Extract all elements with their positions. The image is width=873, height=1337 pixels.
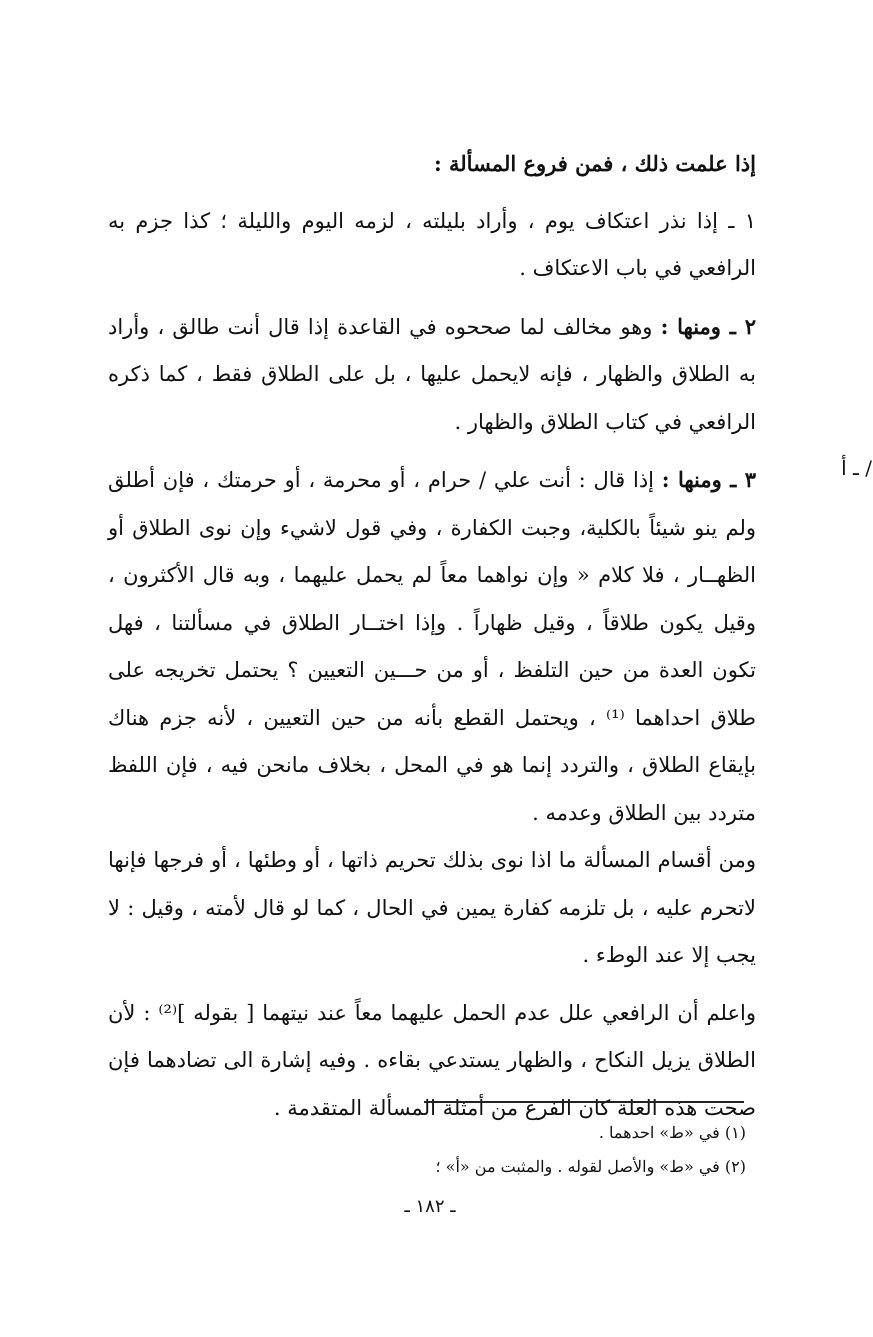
footnotes bbox=[300, 1116, 746, 1184]
branch-2 bbox=[108, 303, 756, 447]
branch-2-lead: ٢ ـ ومنها : bbox=[660, 313, 756, 339]
intro-line: إذا علمت ذلك ، فمن فروع المسألة : bbox=[433, 151, 756, 176]
footnote-2: (٢) في «ط» والأصل لقوله . والمثبت من «أ» ؛ bbox=[435, 1157, 746, 1176]
division-paragraph: ومن أقسام المسألة ما اذا نوى بذلك تحريم ذاتها ، أو وطئها ، أو فرجها فإنها لاتحرم عليه ، بل تلزمه كفارة يمين في الحال ، كما لو قال لأمته ، وقيل : لا يجب إلا عند الوطء . bbox=[108, 848, 756, 967]
page-number: ـ ١٨٢ ـ bbox=[404, 1196, 456, 1217]
main-text bbox=[108, 140, 756, 1132]
branch-1: ١ ـ إذا نذر اعتكاف يوم ، وأراد بليلته ، لزمه اليوم والليلة ؛ كذا جزم به الرافعي في باب الاعتكاف . bbox=[108, 208, 756, 280]
branch-3 bbox=[108, 456, 756, 837]
footnote-1: (١) في «ط» احدهما . bbox=[598, 1123, 746, 1142]
rafii-reasoning-paragraph: واعلم أن الرافعي علل عدم الحمل عليهما معاً عند نيتهما [ بقوله ]⁽²⁾ : لأن الطلاق يزيل النكاح ، والظهار يستدعي بقاءه . وفيه إشارة الى تضادهما فإن صحت هذه العلة كان الفرع من أمثلة المسألة المتقدمة . bbox=[108, 1000, 756, 1120]
branch-2-text: وهو مخالف لما صححوه في القاعدة إذا قال أنت طالق ، وأراد به الطلاق والظهار ، فإنه لايحمل عليها ، بل على الطلاق فقط ، كما ذكره الرافعي في كتاب الطلاق والظهار . bbox=[108, 314, 756, 434]
footnote-divider bbox=[424, 1101, 744, 1103]
branch-3-lead: ٣ ـ ومنها : bbox=[661, 467, 756, 492]
branch-3-text: إذا قال : أنت علي / حرام ، أو محرمة ، أو حرمتك ، فإن أطلق ولم ينو شيئاً بالكلية، وجبت الكفارة ، وفي قول لاشيء وإن نوى الطلاق أو الظهــار ، فلا كلام « وإن نواهما معاً لم يحمل عليهما ، وبه قال الأكثرون ، وقيل يكون طلاقاً ، وقيل ظهاراً . وإذا اختــار الطلاق في مسألتنا ، فهل تكون العدة من حين التلفظ ، أو من حـــين التعيين ؟ يحتمل تخريجه على طلاق احداهما ⁽¹⁾ ، ويحتمل القطع بأنه من حين التعيين ، لأنه جزم هناك بإيقاع الطلاق ، والتردد إنما هو في المحل ، بخلاف مانحن فيه ، فإن اللفظ متردد بين الطلاق وعدمه . bbox=[108, 468, 756, 825]
manuscript-folio-marker: / ـ أ bbox=[841, 456, 872, 480]
